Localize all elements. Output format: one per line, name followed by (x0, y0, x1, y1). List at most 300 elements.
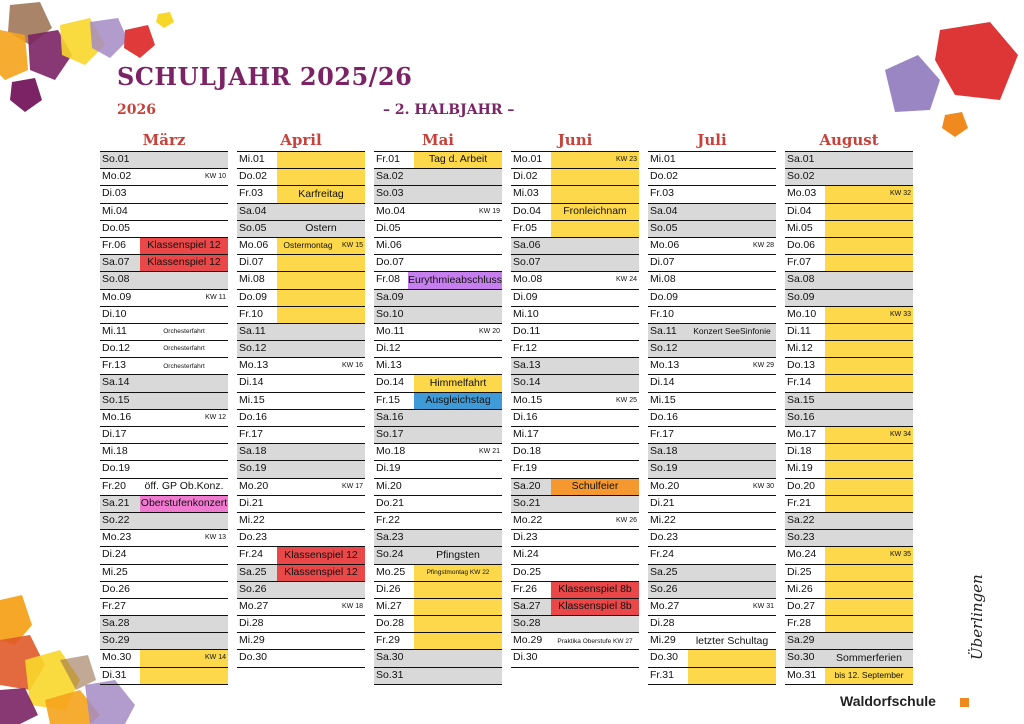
day-label: So.03 (376, 187, 404, 200)
event-cell (140, 186, 228, 202)
day-label: Di.21 (239, 496, 264, 509)
event-label: Ausgleichstag (425, 393, 491, 406)
day-row (511, 650, 639, 667)
event-cell (140, 444, 228, 460)
day-row (785, 479, 913, 496)
day-label: Sa.11 (650, 324, 677, 337)
day-label: Mi.12 (787, 342, 813, 355)
day-label: Mo.17 (787, 428, 817, 440)
event-cell (825, 513, 913, 529)
day-label: Fr.03 (650, 187, 674, 200)
event-cell (551, 255, 639, 271)
day-label: Sa.22 (787, 513, 815, 526)
day-row (374, 650, 502, 667)
day-label: So.15 (102, 393, 130, 406)
day-label: So.23 (787, 531, 815, 544)
day-label: Sa.04 (650, 204, 678, 217)
day-row (648, 324, 776, 341)
day-row (100, 650, 228, 667)
day-row (100, 341, 228, 358)
day-label: So.31 (376, 668, 404, 681)
event-cell (825, 290, 913, 306)
day-label: So.10 (376, 307, 404, 320)
day-row (648, 650, 776, 667)
day-row (100, 444, 228, 461)
event-cell (140, 375, 228, 391)
day-label: Fr.24 (650, 548, 674, 561)
day-label: Do.06 (787, 238, 816, 251)
event-cell (688, 616, 776, 632)
event-cell (140, 221, 228, 237)
event-cell (825, 479, 913, 495)
day-label: Mi.15 (650, 393, 676, 406)
day-label: Fr.06 (102, 238, 126, 251)
week-number: KW 16 (341, 362, 363, 370)
day-row (237, 616, 365, 633)
month-column (648, 131, 776, 685)
day-label: Mi.01 (239, 153, 265, 165)
event-cell (414, 461, 502, 477)
day-label: Di.14 (239, 376, 264, 389)
week-number: KW 20 (478, 327, 500, 335)
event-cell (688, 410, 776, 426)
day-label: Mi.27 (376, 599, 402, 612)
day-label: Mo.25 (376, 565, 406, 578)
day-row (374, 238, 502, 255)
day-label: Mo.11 (376, 324, 405, 337)
event-cell (825, 324, 913, 340)
day-label: Fr.31 (650, 668, 674, 681)
week-number: KW 33 (889, 310, 911, 318)
day-label: Fr.05 (513, 221, 537, 234)
day-label: Do.19 (102, 462, 131, 475)
day-label: Mo.09 (102, 290, 132, 303)
event-cell (140, 410, 228, 426)
event-cell (825, 272, 913, 288)
day-row (237, 565, 365, 582)
day-label: Do.23 (650, 531, 679, 544)
event-cell (825, 255, 913, 271)
day-label: Sa.09 (376, 290, 404, 303)
event-label: Pfingsten (436, 548, 480, 561)
day-row (237, 599, 365, 616)
event-cell (688, 599, 776, 615)
event-cell (414, 496, 502, 512)
day-label: Di.02 (513, 170, 538, 183)
event-cell (140, 530, 228, 546)
day-label: Mo.18 (376, 445, 406, 458)
month-name: Mai (374, 131, 502, 152)
event-cell (688, 152, 776, 168)
day-row (648, 427, 776, 444)
day-row (237, 547, 365, 564)
day-label: Sa.23 (376, 531, 404, 544)
day-row (237, 461, 365, 478)
week-number: KW 25 (615, 396, 637, 404)
event-label: Ostern (305, 222, 337, 235)
event-cell (688, 255, 776, 271)
event-cell (414, 238, 502, 254)
day-label: Sa.29 (787, 634, 815, 647)
day-label: Mo.03 (787, 187, 817, 200)
event-cell (414, 444, 502, 460)
day-row (511, 290, 639, 307)
day-row (374, 324, 502, 341)
event-cell (414, 668, 502, 684)
day-row (374, 444, 502, 461)
event-label: Ostermontag (283, 240, 333, 251)
week-number: KW 23 (615, 156, 637, 163)
day-label: Mo.06 (650, 238, 680, 251)
week-number: KW 32 (889, 190, 911, 198)
event-cell (414, 255, 502, 271)
week-number: KW 14 (204, 654, 226, 662)
day-row (785, 427, 913, 444)
day-label: Sa.25 (239, 565, 267, 578)
day-label: Do.20 (787, 479, 816, 492)
day-row (100, 238, 228, 255)
day-label: So.29 (102, 634, 130, 647)
day-label: Fr.28 (787, 617, 811, 630)
event-label: öff. GP Ob.Konz. (144, 479, 224, 492)
day-label: Sa.28 (102, 617, 130, 630)
day-label: Mi.06 (376, 238, 402, 251)
event-cell (825, 427, 913, 443)
day-label: Do.12 (102, 342, 131, 355)
month-name: Juli (648, 131, 776, 152)
day-label: Mi.10 (513, 307, 539, 320)
event-cell (688, 186, 776, 202)
day-label: Mo.04 (376, 204, 406, 217)
event-cell (414, 169, 502, 185)
day-label: Fr.10 (650, 307, 674, 320)
event-cell (414, 547, 502, 563)
day-row (374, 513, 502, 530)
event-cell (688, 650, 776, 666)
month-column (511, 131, 639, 668)
day-row (648, 255, 776, 272)
event-cell (825, 221, 913, 237)
day-label: Di.25 (787, 565, 812, 578)
day-row (648, 169, 776, 186)
event-cell (551, 169, 639, 185)
day-row (785, 204, 913, 221)
day-label: Mi.29 (239, 634, 265, 647)
day-label: Fr.01 (376, 153, 400, 165)
day-row (785, 616, 913, 633)
day-label: Mi.04 (102, 204, 128, 217)
day-row (237, 272, 365, 289)
day-row (237, 341, 365, 358)
day-row (100, 169, 228, 186)
day-row (785, 410, 913, 427)
day-row (648, 272, 776, 289)
day-label: Di.19 (376, 462, 401, 475)
event-cell (414, 341, 502, 357)
event-cell (277, 272, 365, 288)
day-label: Sa.30 (376, 651, 404, 664)
event-cell (825, 582, 913, 598)
day-row (511, 204, 639, 221)
day-label: Mi.15 (239, 393, 265, 406)
week-number: KW 31 (752, 602, 774, 610)
event-cell (688, 341, 776, 357)
event-cell (414, 410, 502, 426)
event-cell (277, 221, 365, 237)
event-cell (825, 186, 913, 202)
day-label: Fr.29 (376, 634, 400, 647)
event-cell (551, 444, 639, 460)
event-cell (414, 307, 502, 323)
day-row (785, 393, 913, 410)
day-row (237, 582, 365, 599)
day-row (511, 324, 639, 341)
day-label: Fr.17 (650, 428, 674, 440)
day-label: So.30 (787, 651, 815, 664)
event-cell (551, 530, 639, 546)
day-row (237, 290, 365, 307)
day-label: So.28 (513, 617, 541, 630)
event-label: Himmelfahrt (429, 376, 487, 389)
day-row (648, 616, 776, 633)
day-label: Mi.18 (102, 445, 128, 458)
event-cell (414, 582, 502, 598)
event-cell (825, 307, 913, 323)
day-label: So.01 (102, 153, 130, 165)
day-row (648, 152, 776, 169)
week-number: KW 21 (478, 448, 500, 456)
event-cell (825, 393, 913, 409)
event-cell (277, 375, 365, 391)
event-cell (825, 530, 913, 546)
day-label: Mo.20 (239, 479, 269, 492)
event-cell (825, 238, 913, 254)
event-cell (414, 358, 502, 374)
day-row (648, 204, 776, 221)
day-row (374, 341, 502, 358)
day-label: Mo.30 (102, 651, 132, 664)
event-cell (551, 290, 639, 306)
event-cell (825, 616, 913, 632)
event-cell (825, 410, 913, 426)
event-cell (140, 152, 228, 168)
day-label: Fr.07 (787, 256, 811, 269)
event-cell (277, 650, 365, 666)
day-row (237, 479, 365, 496)
event-cell (140, 204, 228, 220)
day-label: Di.10 (102, 307, 127, 320)
day-label: Mo.29 (513, 634, 543, 647)
day-label: Do.30 (239, 651, 268, 664)
month-name: Juni (511, 131, 639, 152)
day-label: Di.11 (787, 324, 811, 337)
day-label: Di.04 (787, 204, 812, 217)
day-label: Di.18 (787, 445, 812, 458)
day-label: Di.26 (376, 582, 401, 595)
day-label: Fr.15 (376, 393, 400, 406)
event-cell (140, 599, 228, 615)
event-cell (551, 461, 639, 477)
event-cell (277, 358, 365, 374)
day-row (648, 599, 776, 616)
day-row (237, 513, 365, 530)
day-label: Di.03 (102, 187, 127, 200)
day-label: Mi.11 (102, 324, 127, 337)
event-cell (688, 393, 776, 409)
day-label: So.07 (513, 256, 541, 269)
day-label: Fr.03 (239, 187, 263, 200)
week-number: KW 24 (615, 276, 637, 284)
day-row (785, 633, 913, 650)
event-cell (688, 668, 776, 684)
day-label: Sa.15 (787, 393, 815, 406)
event-cell (277, 565, 365, 581)
day-row (511, 186, 639, 203)
event-cell (551, 633, 639, 649)
day-label: Do.25 (513, 565, 542, 578)
day-row (785, 668, 913, 685)
event-cell (551, 582, 639, 598)
event-label: Pfingstmontag KW 22 (426, 568, 490, 576)
day-row (100, 204, 228, 221)
event-label: bis 12. September (834, 669, 904, 680)
day-row (100, 393, 228, 410)
event-label: Sommerferien (836, 651, 902, 664)
day-label: Fr.22 (376, 513, 400, 526)
day-row (648, 582, 776, 599)
day-label: Do.26 (102, 582, 131, 595)
day-row (785, 565, 913, 582)
day-label: Di.28 (650, 617, 675, 630)
event-label: Tag d. Arbeit (428, 153, 488, 166)
day-label: So.19 (239, 462, 267, 475)
day-row (785, 272, 913, 289)
day-label: Do.16 (650, 410, 679, 423)
day-row (511, 152, 639, 169)
day-label: Di.16 (513, 410, 538, 423)
day-label: Mi.25 (102, 565, 128, 578)
day-label: Mi.26 (787, 582, 813, 595)
event-cell (140, 427, 228, 443)
event-cell (414, 633, 502, 649)
day-row (374, 375, 502, 392)
day-row (648, 410, 776, 427)
event-label: Klassenspiel 12 (147, 256, 221, 269)
day-row (237, 255, 365, 272)
day-label: Fr.10 (239, 307, 263, 320)
day-row (511, 479, 639, 496)
day-row (100, 582, 228, 599)
day-row (237, 530, 365, 547)
day-label: Sa.13 (513, 359, 541, 372)
day-label: So.26 (650, 582, 678, 595)
event-cell (825, 565, 913, 581)
event-label: letzter Schultag (695, 634, 769, 647)
event-cell (414, 530, 502, 546)
day-label: So.08 (102, 273, 130, 286)
week-number: KW 35 (889, 551, 911, 559)
day-row (511, 444, 639, 461)
day-row (785, 341, 913, 358)
day-label: So.12 (239, 342, 267, 355)
day-row (785, 444, 913, 461)
week-number: KW 29 (752, 362, 774, 370)
event-cell (414, 393, 502, 409)
event-cell (825, 152, 913, 168)
event-cell (825, 204, 913, 220)
event-label: Orchesterfahrt (163, 345, 205, 353)
event-cell (277, 169, 365, 185)
event-cell (277, 530, 365, 546)
day-row (511, 616, 639, 633)
day-label: Do.04 (513, 204, 542, 217)
day-label: Mi.01 (650, 153, 676, 165)
day-row (237, 633, 365, 650)
school-name: Waldorfschule (840, 693, 936, 709)
day-row (785, 255, 913, 272)
day-row (100, 565, 228, 582)
day-label: Sa.04 (239, 204, 267, 217)
day-row (511, 272, 639, 289)
event-cell (140, 513, 228, 529)
day-label: Mi.20 (376, 479, 402, 492)
event-cell (277, 290, 365, 306)
event-cell (688, 565, 776, 581)
day-label: Di.07 (239, 256, 264, 269)
event-cell (688, 496, 776, 512)
day-label: Di.09 (513, 290, 538, 303)
day-row (237, 393, 365, 410)
day-label: So.09 (787, 290, 815, 303)
day-label: Sa.18 (239, 445, 267, 458)
day-row (648, 633, 776, 650)
event-cell (277, 496, 365, 512)
day-row (511, 496, 639, 513)
event-cell (414, 221, 502, 237)
day-row (511, 427, 639, 444)
event-cell (551, 375, 639, 391)
day-label: Fr.08 (376, 273, 400, 286)
day-row (511, 358, 639, 375)
event-cell (140, 255, 228, 271)
day-row (100, 152, 228, 169)
day-row (511, 565, 639, 582)
event-cell (551, 272, 639, 288)
day-row (374, 204, 502, 221)
day-label: So.14 (513, 376, 541, 389)
day-label: Di.07 (650, 256, 675, 269)
event-cell (414, 479, 502, 495)
day-row (100, 324, 228, 341)
day-row (374, 479, 502, 496)
day-row (648, 547, 776, 564)
day-row (648, 565, 776, 582)
day-row (100, 272, 228, 289)
event-cell (551, 650, 639, 666)
event-cell (688, 444, 776, 460)
day-label: Mo.23 (102, 531, 132, 544)
event-cell (688, 307, 776, 323)
event-cell (140, 616, 228, 632)
event-cell (277, 393, 365, 409)
day-row (785, 358, 913, 375)
day-label: Mi.19 (787, 462, 813, 475)
day-label: Di.28 (239, 617, 264, 630)
day-row (785, 238, 913, 255)
day-row (100, 186, 228, 203)
day-row (374, 633, 502, 650)
day-row (374, 496, 502, 513)
